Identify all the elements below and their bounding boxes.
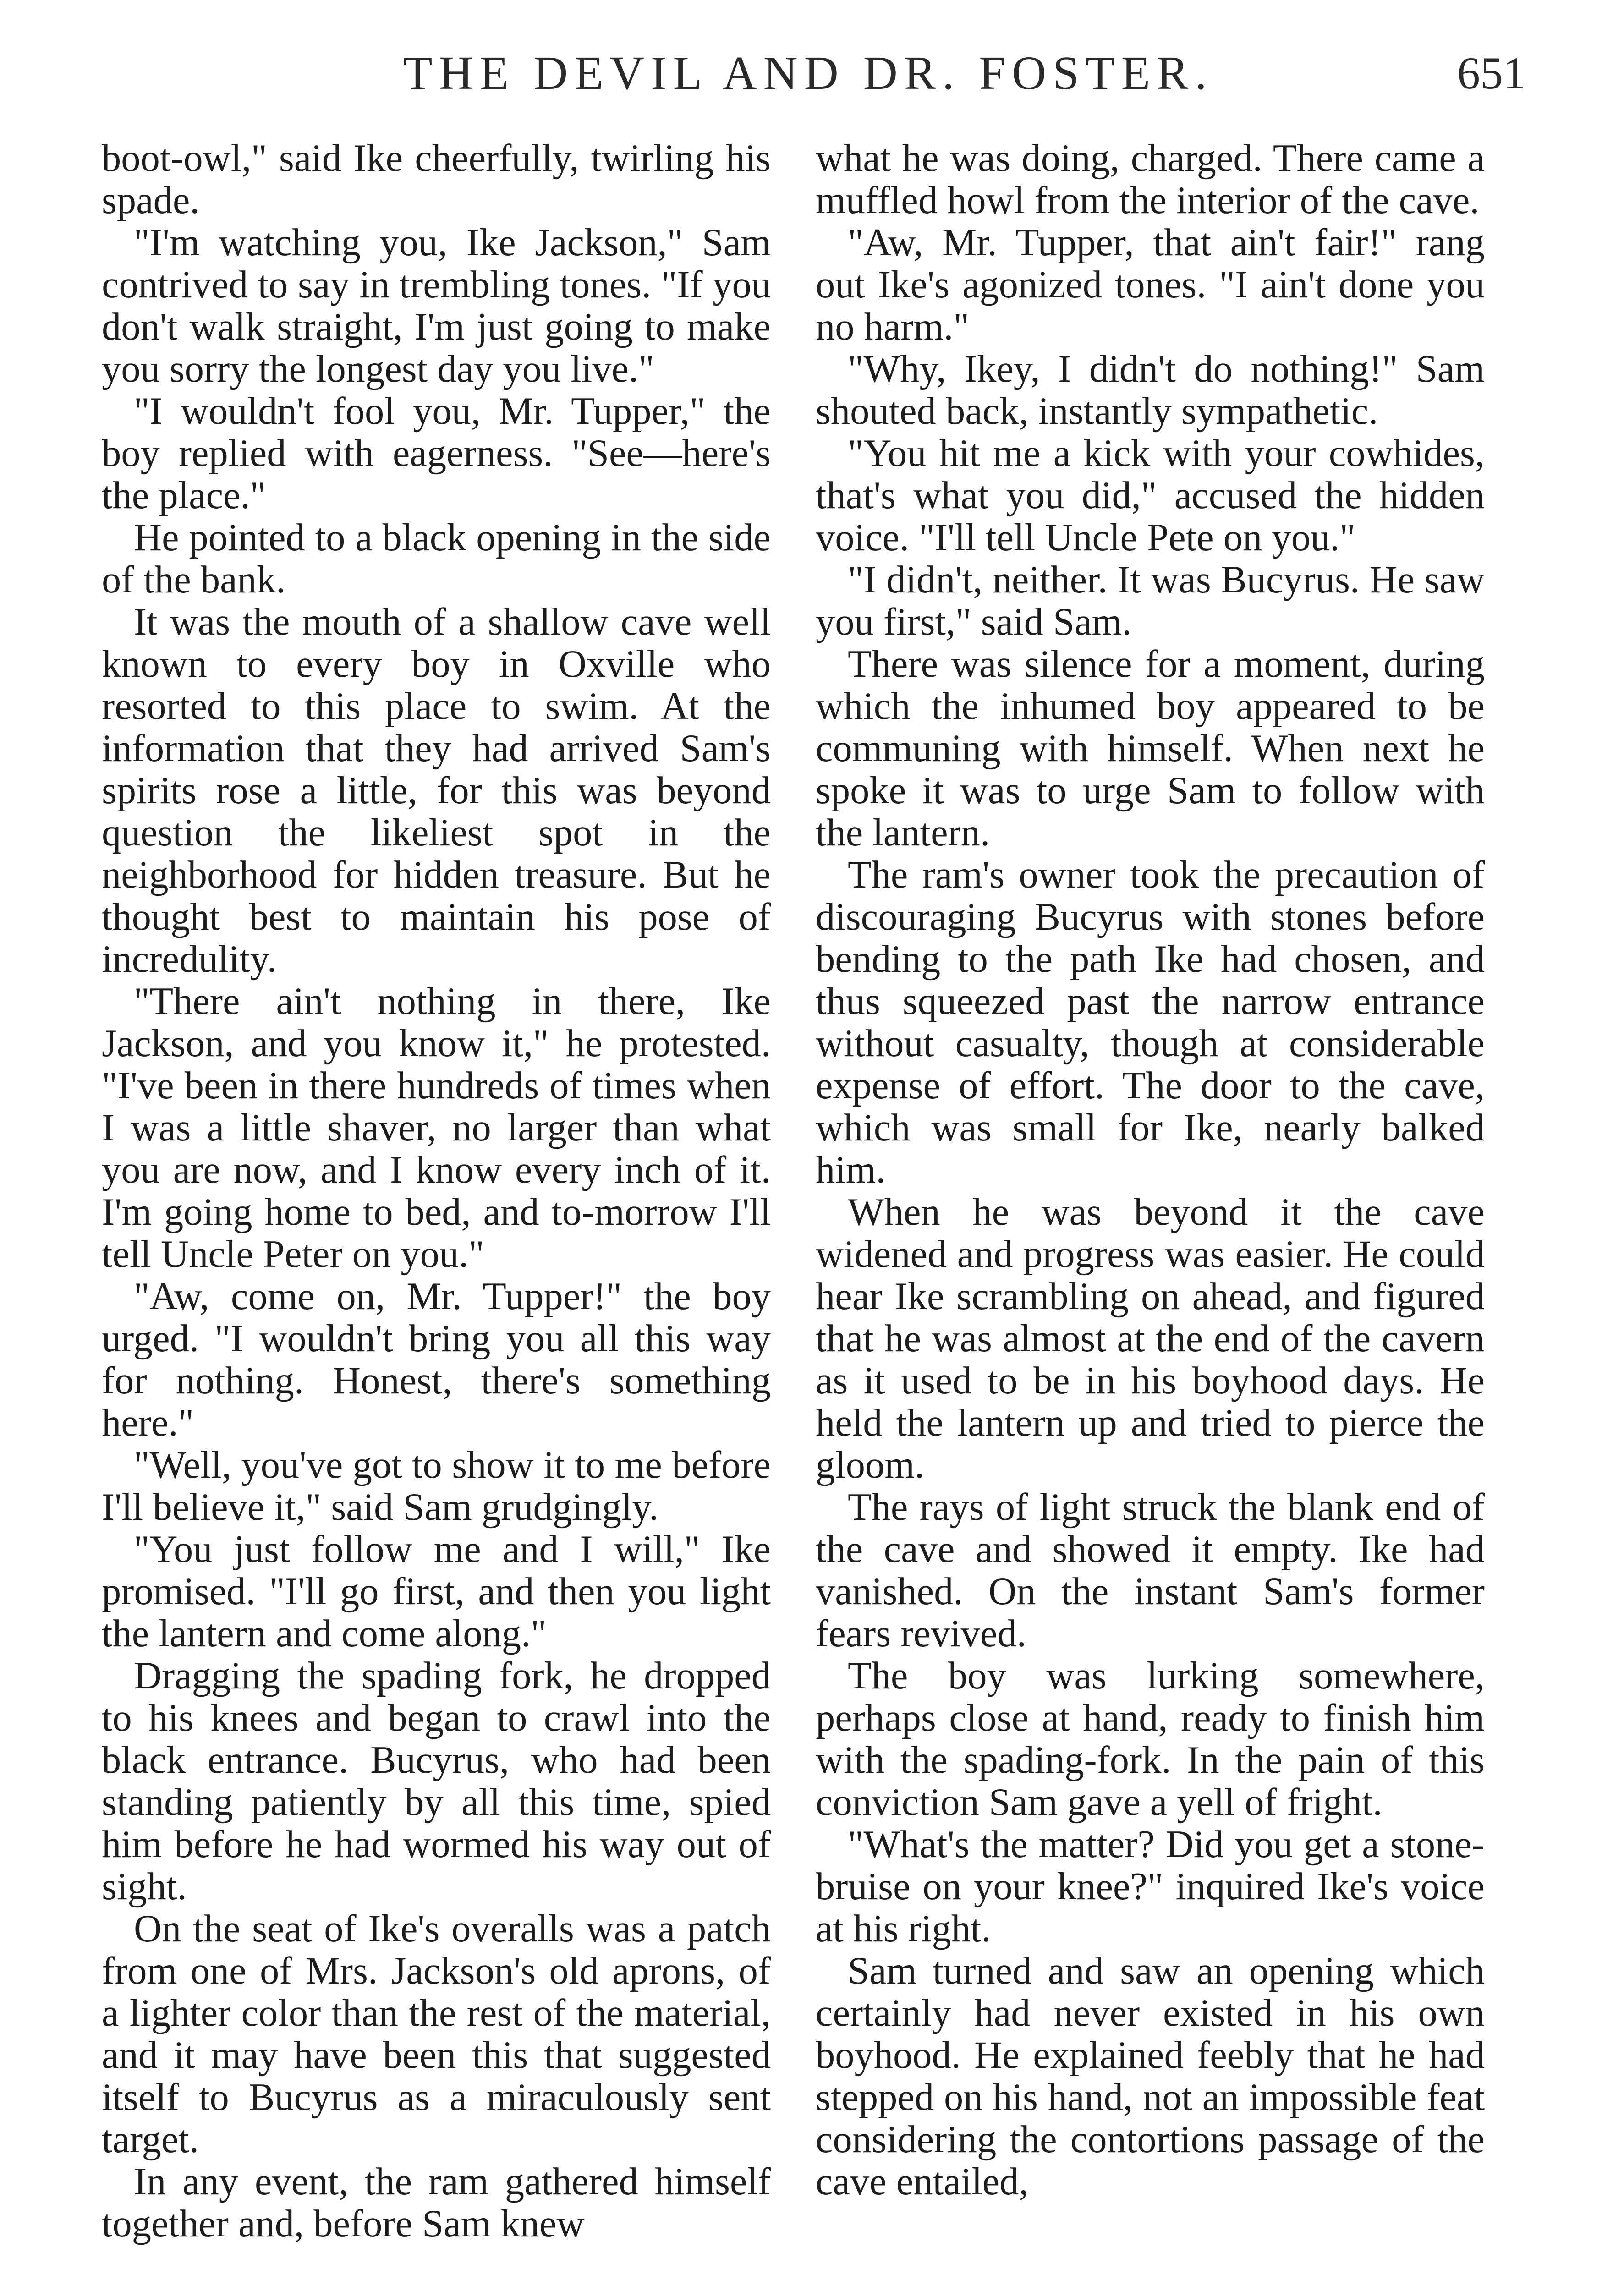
paragraph: "You just follow me and I will," Ike promised. "I'll go first, and then you light the lantern and come along." <box>102 1528 771 1655</box>
paragraph: It was the mouth of a shallow cave well known to every boy in Oxville who resorted to this place to swim. At the information that they had arrived Sam's spirits rose a little, for this was beyond question the likeliest spot in the neighborhood for hidden treasure. But he thought best to maintain his pose of incredulity. <box>102 601 771 981</box>
paragraph: The rays of light struck the blank end of the cave and showed it empty. Ike had vanished. On the instant Sam's former fears revived. <box>816 1486 1485 1655</box>
paragraph: "I'm watching you, Ike Jackson," Sam contrived to say in trembling tones. "If you don't walk straight, I'm just going to make you sorry the longest day you live." <box>102 221 771 390</box>
paragraph: "Why, Ikey, I didn't do nothing!" Sam shouted back, instantly sympathetic. <box>816 348 1485 433</box>
right-text-column <box>816 137 1485 2203</box>
paragraph: He pointed to a black opening in the side of the bank. <box>102 516 771 601</box>
paragraph: When he was beyond it the cave widened and progress was easier. He could hear Ike scrambling on ahead, and figured that he was almost at the end of the cavern as it used to be in his boyhood days. He held the lantern up and tried to pierce the gloom. <box>816 1191 1485 1486</box>
paragraph: The boy was lurking somewhere, perhaps close at hand, ready to finish him with the spading-fork. In the pain of this conviction Sam gave a yell of fright. <box>816 1655 1485 1824</box>
paragraph: "I wouldn't fool you, Mr. Tupper," the boy replied with eagerness. "See—here's the place." <box>102 390 771 517</box>
paragraph: what he was doing, charged. There came a muffled howl from the interior of the cave. <box>816 137 1485 222</box>
paragraph: "Well, you've got to show it to me before I'll believe it," said Sam grudgingly. <box>102 1444 771 1529</box>
paragraph: "There ain't nothing in there, Ike Jackson, and you know it," he protested. "I've been in there hundreds of times when I was a little shaver, no larger than what you are now, and I know every inch of it. I'm going home to bed, and to-morrow I'll tell Uncle Peter on you." <box>102 980 771 1276</box>
running-head <box>0 44 1624 103</box>
paragraph: There was silence for a moment, during which the inhumed boy appeared to be communing with himself. When next he spoke it was to urge Sam to follow with the lantern. <box>816 643 1485 854</box>
paragraph: "Aw, come on, Mr. Tupper!" the boy urged. "I wouldn't bring you all this way for nothing. Honest, there's something here." <box>102 1275 771 1444</box>
page-number: 651 <box>1457 48 1526 99</box>
paragraph: boot-owl," said Ike cheerfully, twirling his spade. <box>102 137 771 222</box>
paragraph: In any event, the ram gathered himself together and, before Sam knew <box>102 2160 771 2245</box>
paragraph: "Aw, Mr. Tupper, that ain't fair!" rang out Ike's agonized tones. "I ain't done you no harm." <box>816 221 1485 348</box>
paragraph: Sam turned and saw an opening which certainly had never existed in his own boyhood. He explained feebly that he had stepped on his hand, not an impossible feat considering the contortions passage of the cave entailed, <box>816 1950 1485 2203</box>
paragraph: On the seat of Ike's overalls was a patch from one of Mrs. Jackson's old aprons, of a lighter color than the rest of the material, and it may have been this that suggested itself to Bucyrus as a miraculously sent target. <box>102 1907 771 2161</box>
paragraph: "You hit me a kick with your cowhides, that's what you did," accused the hidden voice. "I'll tell Uncle Pete on you." <box>816 432 1485 559</box>
paragraph: "What's the matter? Did you get a stone-bruise on your knee?" inquired Ike's voice at his right. <box>816 1823 1485 1950</box>
left-text-column <box>102 137 771 2245</box>
paragraph: "I didn't, neither. It was Bucyrus. He saw you first," said Sam. <box>816 559 1485 643</box>
paragraph: The ram's owner took the precaution of discouraging Bucyrus with stones before bending to the path Ike had chosen, and thus squeezed past the narrow entrance without casualty, though at considerable expense of effort. The door to the cave, which was small for Ike, nearly balked him. <box>816 854 1485 1191</box>
running-title: THE DEVIL AND DR. FOSTER. <box>403 47 1213 99</box>
paragraph: Dragging the spading fork, he dropped to his knees and began to crawl into the black entrance. Bucyrus, who had been standing patiently by all this time, spied him before he had wormed his way out of sight. <box>102 1655 771 1908</box>
